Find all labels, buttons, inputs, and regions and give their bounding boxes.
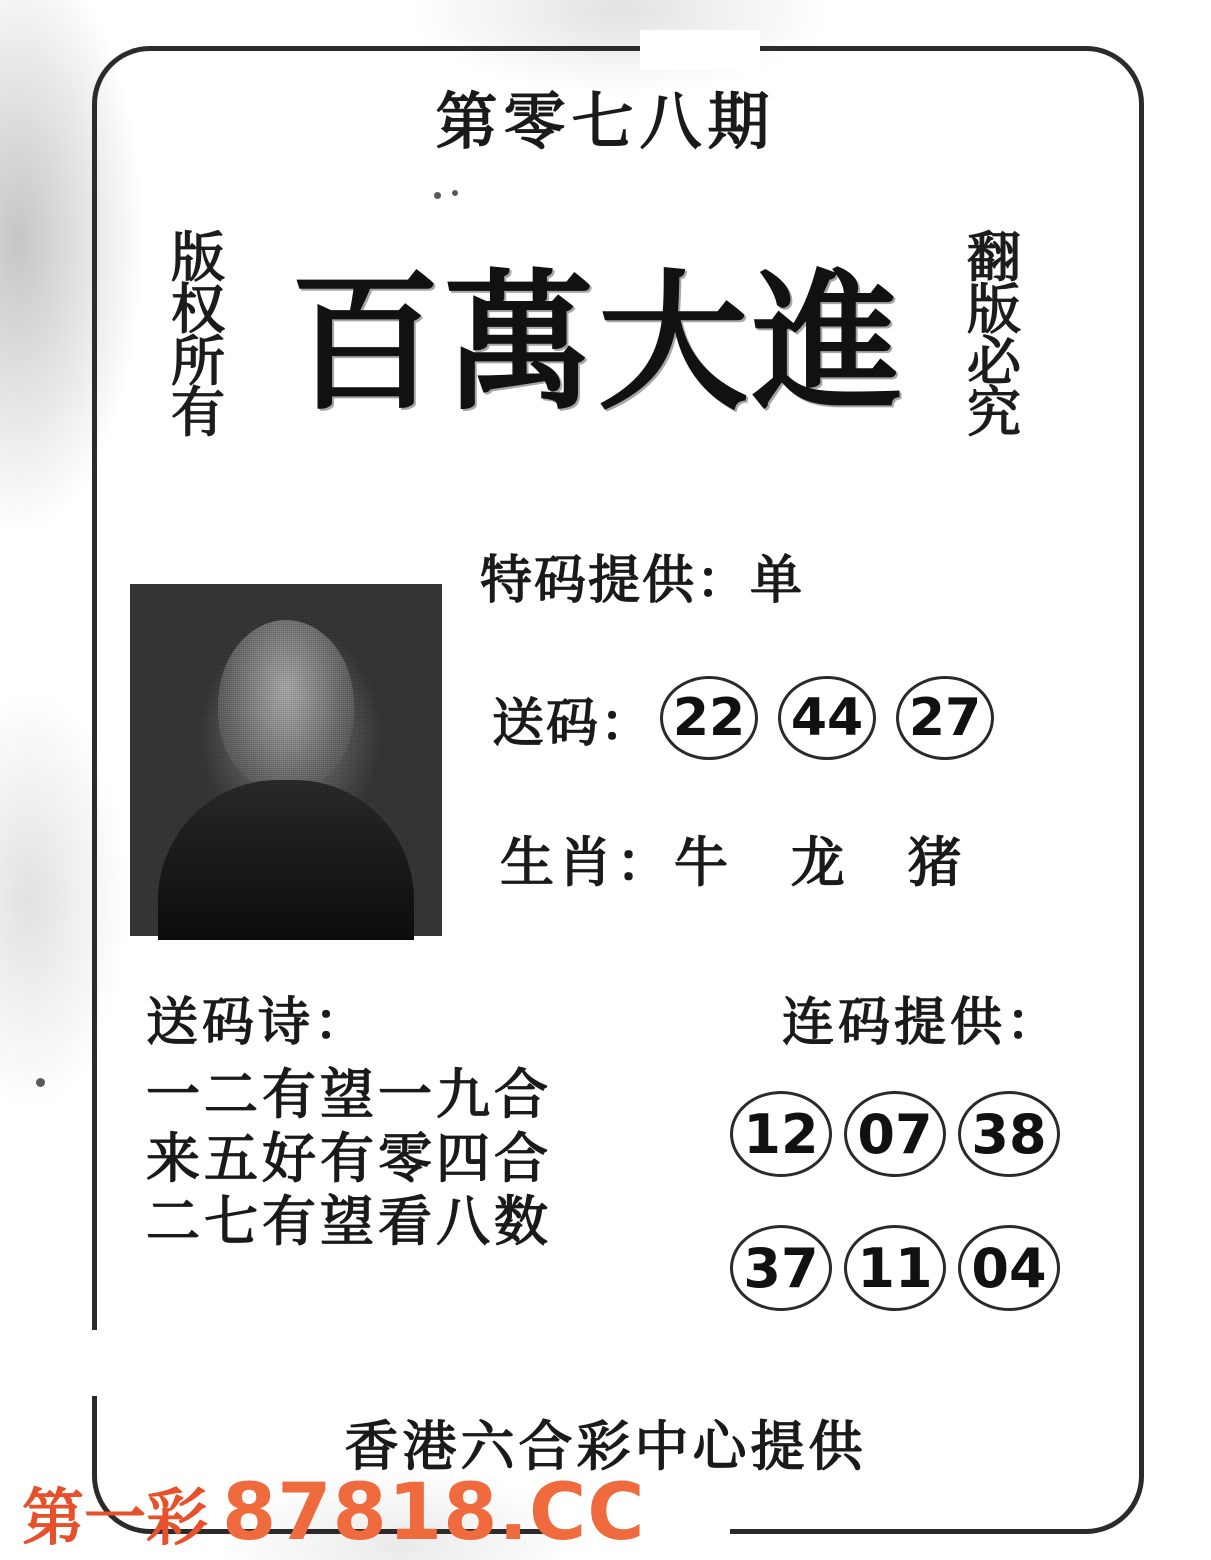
- scan-speck: [434, 192, 441, 199]
- copyright-left-char: 权: [171, 277, 225, 341]
- zodiac-label: 生肖：: [500, 831, 674, 894]
- poem-block: [146, 980, 552, 1254]
- portrait-photo: [130, 584, 442, 936]
- lianma-ball: 04: [958, 1225, 1060, 1311]
- copyright-right-char: 必: [967, 329, 1021, 393]
- border-gap-left: [70, 1330, 116, 1396]
- copyright-right-char: 究: [967, 381, 1021, 445]
- lianma-grid: [730, 1091, 1130, 1359]
- send-code-ball: 27: [896, 676, 994, 760]
- poem-line: 二七有望看八数: [146, 1190, 552, 1254]
- watermark-site: 87818.CC: [222, 1468, 646, 1558]
- footer-text: 香港六合彩中心提供: [344, 1415, 867, 1478]
- copyright-left-char: 版: [171, 226, 225, 289]
- copyright-right-char: 翻: [967, 226, 1021, 289]
- poem-line: 一二有望一九合: [146, 1063, 552, 1126]
- special-code-label: 特码提供：单: [480, 551, 805, 611]
- poem-line: 来五好有零四合: [146, 1126, 552, 1190]
- issue-title: 第零七八期: [435, 85, 776, 158]
- zodiac-animals: 牛 龙 猪: [674, 831, 984, 894]
- send-code-label: 送码：: [492, 693, 655, 754]
- lianma-ball: 07: [844, 1091, 946, 1177]
- watermark-label: 第一彩: [22, 1481, 209, 1554]
- send-code-row: [492, 676, 1014, 760]
- lianma-ball: 12: [730, 1091, 832, 1177]
- copyright-left-char: 有: [171, 381, 225, 445]
- zodiac-row: [500, 820, 984, 897]
- scan-speck: [36, 1078, 45, 1087]
- brand-title: 百萬大進: [289, 255, 906, 431]
- copyright-right-char: 版: [967, 277, 1021, 341]
- lianma-ball: 11: [844, 1225, 946, 1311]
- portrait-grain: [130, 584, 442, 936]
- poem-title: 送码诗：: [146, 993, 371, 1053]
- send-code-ball: 22: [660, 676, 758, 760]
- lianma-title: 连码提供：: [782, 993, 1063, 1053]
- lianma-block: [730, 980, 1130, 1359]
- scan-speck: [452, 190, 458, 196]
- lianma-ball: 37: [730, 1225, 832, 1311]
- watermark: [22, 1468, 646, 1558]
- copyright-left-char: 所: [171, 329, 225, 393]
- lianma-ball: 38: [958, 1091, 1060, 1177]
- send-code-ball: 44: [778, 676, 876, 760]
- copyright-right: [946, 226, 1042, 445]
- copyright-left: [152, 226, 244, 445]
- border-gap-top: [640, 30, 760, 70]
